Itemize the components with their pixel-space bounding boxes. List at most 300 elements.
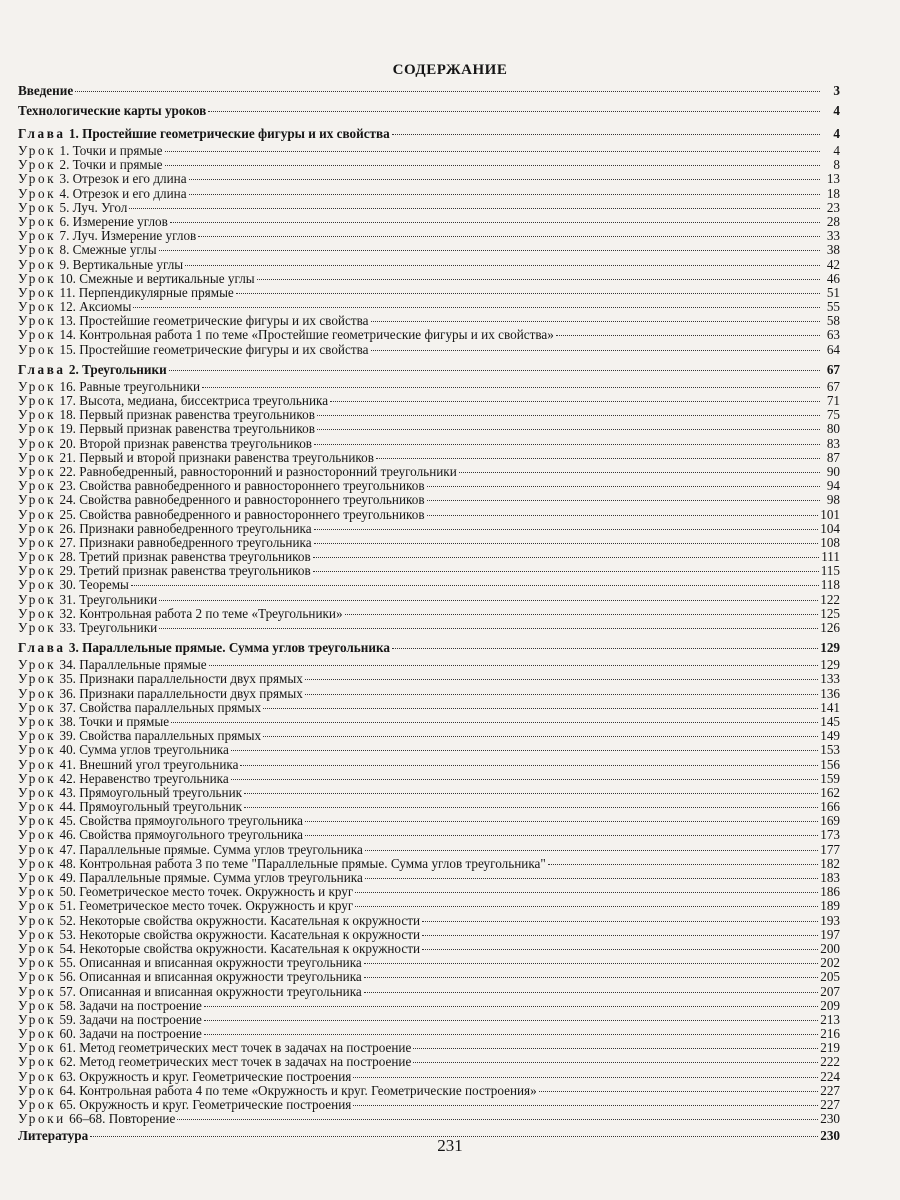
toc-entry-title bbox=[18, 970, 362, 984]
toc-entry-text: 28. Третий признак равенства треугольников bbox=[56, 550, 311, 565]
toc-page-number: 136 bbox=[820, 686, 840, 701]
toc-page-number: 224 bbox=[820, 1069, 840, 1084]
dot-leader bbox=[364, 963, 818, 964]
toc-page-number: 209 bbox=[820, 998, 840, 1013]
toc-entry-label: Урок bbox=[18, 771, 57, 786]
dot-leader bbox=[244, 793, 818, 794]
dot-leader bbox=[314, 529, 819, 530]
toc-entry-title bbox=[18, 743, 229, 757]
toc-entry-label: Урок bbox=[18, 521, 57, 536]
toc-entry-title bbox=[18, 914, 420, 928]
toc-page-number: 205 bbox=[820, 970, 840, 985]
toc-entry-text: 8. Смежные углы bbox=[56, 243, 157, 258]
toc-lesson-entry bbox=[18, 800, 840, 814]
toc-entry-label: Урок bbox=[18, 970, 57, 985]
toc-entry-label: Урок bbox=[18, 328, 57, 343]
toc-lesson-entry bbox=[18, 451, 840, 465]
toc-lesson-entry bbox=[18, 985, 840, 999]
toc-entry-label: Уроки bbox=[18, 1112, 66, 1127]
toc-entry-title bbox=[18, 687, 303, 701]
toc-page-number: 90 bbox=[826, 464, 840, 479]
dot-leader bbox=[209, 665, 819, 666]
toc-entry-title bbox=[18, 814, 303, 828]
dot-leader bbox=[345, 614, 819, 615]
toc-entry-label: Глава bbox=[18, 361, 66, 377]
dot-leader bbox=[413, 1048, 818, 1049]
toc-page-number: 4 bbox=[833, 144, 840, 158]
toc-lesson-entry bbox=[18, 970, 840, 984]
toc-page-number: 51 bbox=[826, 285, 840, 300]
toc-entry-label: Урок bbox=[18, 464, 57, 479]
toc-lesson-entry bbox=[18, 408, 840, 422]
toc-entry-title bbox=[18, 437, 312, 451]
toc-entry-text: 21. Первый и второй признаки равенства треугольников bbox=[56, 450, 374, 465]
toc-entry-text: Введение bbox=[18, 83, 74, 98]
toc-entry-label: Урок bbox=[18, 814, 57, 829]
dot-leader bbox=[263, 708, 818, 709]
toc-entry-text: Литература bbox=[18, 1128, 89, 1144]
toc-entry-text: 59. Задачи на построение bbox=[56, 1012, 202, 1027]
dot-leader bbox=[75, 91, 820, 92]
toc-lesson-entry bbox=[18, 607, 840, 621]
toc-entry-text: 39. Свойства параллельных прямых bbox=[56, 729, 262, 744]
toc-entry-title bbox=[18, 101, 206, 121]
dot-leader bbox=[353, 1077, 818, 1078]
toc-entry-title bbox=[18, 314, 369, 328]
toc-page-number: 64 bbox=[826, 342, 840, 357]
toc-entry-label: Урок bbox=[18, 885, 57, 900]
toc-page-number: 141 bbox=[820, 700, 840, 715]
toc-entry-text: 37. Свойства параллельных прямых bbox=[56, 700, 262, 715]
toc-lesson-entry bbox=[18, 380, 840, 394]
toc-lesson-entry bbox=[18, 814, 840, 828]
toc-entry-title bbox=[18, 956, 362, 970]
toc-entry-text: 60. Задачи на построение bbox=[56, 1027, 202, 1042]
toc-lesson-entry bbox=[18, 314, 840, 328]
toc-lesson-entry bbox=[18, 786, 840, 800]
toc-page-number: 4 bbox=[833, 126, 840, 141]
toc-entry-title bbox=[18, 272, 255, 286]
toc-entry-title bbox=[18, 871, 363, 885]
toc-entry-label: Урок bbox=[18, 800, 57, 815]
toc-entry-title bbox=[18, 187, 187, 201]
toc-entry-title bbox=[18, 701, 261, 715]
toc-entry-text: 44. Прямоугольный треугольник bbox=[56, 800, 243, 815]
dot-leader bbox=[204, 1034, 818, 1035]
toc-lesson-entry bbox=[18, 758, 840, 772]
toc-entry-label: Урок bbox=[18, 507, 57, 522]
toc-entry-label: Урок bbox=[18, 379, 57, 394]
toc-page-number: 182 bbox=[820, 856, 840, 871]
toc-entry-title bbox=[18, 1041, 411, 1055]
toc-page-number: 197 bbox=[820, 927, 840, 942]
toc-entry-text: 11. Перпендикулярные прямые bbox=[56, 285, 234, 300]
dot-leader bbox=[548, 864, 818, 865]
toc-lesson-entry bbox=[18, 437, 840, 451]
toc-entry-text: 23. Свойства равнобедренного и равностороннего треугольников bbox=[56, 479, 425, 494]
toc-page-number: 87 bbox=[826, 450, 840, 465]
toc-lesson-entry bbox=[18, 843, 840, 857]
toc-entry-text: 3. Параллельные прямые. Сумма углов треугольника bbox=[65, 640, 390, 656]
toc-entry-title bbox=[18, 493, 425, 507]
toc-entry-title bbox=[18, 465, 457, 479]
toc-entry-label: Урок bbox=[18, 479, 57, 494]
toc-entry-title bbox=[18, 843, 363, 857]
toc-page-number: 133 bbox=[820, 672, 840, 687]
toc-entry-text: 32. Контрольная работа 2 по теме «Треугольники» bbox=[56, 606, 343, 621]
toc-page-number: 162 bbox=[820, 785, 840, 800]
toc-entry-label: Урок bbox=[18, 871, 57, 885]
toc-entry-text: 22. Равнобедренный, равносторонний и разносторонний треугольники bbox=[56, 464, 457, 479]
toc-lesson-entry bbox=[18, 828, 840, 842]
toc-lesson-entry bbox=[18, 201, 840, 215]
toc-lesson-entry bbox=[18, 1112, 840, 1126]
dot-leader bbox=[133, 307, 820, 308]
toc-page-number: 145 bbox=[820, 714, 840, 729]
dot-leader bbox=[189, 179, 820, 180]
toc-page-number: 202 bbox=[820, 956, 840, 971]
toc-entry-label: Урок bbox=[18, 186, 57, 201]
toc-page-number: 111 bbox=[821, 550, 840, 565]
toc-entry-text: 2. Точки и прямые bbox=[56, 158, 163, 173]
dot-leader bbox=[305, 694, 818, 695]
toc-lesson-entry bbox=[18, 658, 840, 672]
toc-entry-title bbox=[18, 81, 73, 101]
toc-entry-text: 66–68. Повторение bbox=[65, 1112, 176, 1127]
toc-entry-title bbox=[18, 380, 200, 394]
toc-entry-title bbox=[18, 658, 207, 672]
toc-entry-text: 30. Теоремы bbox=[56, 578, 129, 593]
toc-entry-label: Урок bbox=[18, 578, 57, 593]
toc-lesson-entry bbox=[18, 328, 840, 342]
toc-entry-title bbox=[18, 1112, 175, 1126]
toc-entry-label: Урок bbox=[18, 757, 57, 772]
toc-entry-title bbox=[18, 786, 242, 800]
toc-entry-text: 47. Параллельные прямые. Сумма углов треугольника bbox=[56, 842, 363, 857]
toc-lesson-entry bbox=[18, 1027, 840, 1041]
toc-entry-label: Урок bbox=[18, 842, 57, 857]
toc-entry-label: Урок bbox=[18, 984, 57, 999]
toc-entry-label: Урок bbox=[18, 700, 57, 715]
toc-page-number: 153 bbox=[820, 743, 840, 758]
toc-page-number: 28 bbox=[826, 214, 840, 229]
toc-entry-title bbox=[18, 550, 311, 564]
toc-page-number: 115 bbox=[820, 564, 840, 579]
dot-leader bbox=[169, 370, 820, 371]
toc-entry-text: 5. Луч. Угол bbox=[56, 200, 128, 215]
toc-page-number: 159 bbox=[820, 771, 840, 786]
toc-page-number: 193 bbox=[820, 913, 840, 928]
toc-entry-text: 45. Свойства прямоугольного треугольника bbox=[56, 814, 304, 829]
dot-leader bbox=[422, 921, 818, 922]
dot-leader bbox=[177, 1119, 818, 1120]
toc-page-number: 189 bbox=[820, 899, 840, 914]
toc-page-number: 75 bbox=[826, 408, 840, 423]
toc-lesson-entry bbox=[18, 1055, 840, 1069]
toc-lesson-entry bbox=[18, 465, 840, 479]
toc-page-number: 23 bbox=[826, 200, 840, 215]
dot-leader bbox=[355, 906, 818, 907]
dot-leader bbox=[314, 444, 820, 445]
toc-entry-title bbox=[18, 607, 343, 621]
toc-entry-label: Урок bbox=[18, 686, 57, 701]
toc-page-number: 169 bbox=[820, 814, 840, 829]
toc-entry-label: Урок bbox=[18, 1098, 57, 1112]
toc-entry-label: Урок bbox=[18, 927, 57, 942]
toc-page-number: 227 bbox=[820, 1098, 840, 1112]
toc-entry-text: 12. Аксиомы bbox=[56, 300, 132, 315]
toc-page-number: 125 bbox=[820, 606, 840, 621]
toc-entry-text: 18. Первый признак равенства треугольников bbox=[56, 408, 315, 423]
toc-lesson-entry bbox=[18, 715, 840, 729]
toc-entry-label: Глава bbox=[18, 640, 66, 656]
toc-entry-text: 57. Описанная и вписанная окружности треугольника bbox=[56, 984, 362, 999]
toc-entry-label: Урок bbox=[18, 422, 57, 437]
toc-entry-title bbox=[18, 328, 554, 342]
toc-entry-title bbox=[18, 243, 157, 257]
toc-entry-text: 65. Окружность и круг. Геометрические построения bbox=[56, 1098, 352, 1112]
toc-entry-title bbox=[18, 286, 234, 300]
toc-lesson-entry bbox=[18, 942, 840, 956]
dot-leader bbox=[129, 208, 820, 209]
dot-leader bbox=[427, 515, 819, 516]
toc-page-number: 126 bbox=[820, 621, 840, 635]
toc-page-number: 63 bbox=[826, 328, 840, 343]
toc-entry-title bbox=[18, 258, 183, 272]
toc-page-number: 8 bbox=[833, 158, 840, 173]
toc-entry-text: 14. Контрольная работа 1 по теме «Простейшие геометрические фигуры и их свойства» bbox=[56, 328, 554, 343]
toc-lesson-entry bbox=[18, 394, 840, 408]
dot-leader bbox=[131, 585, 819, 586]
toc-page-number: 42 bbox=[826, 257, 840, 272]
toc-lesson-entry bbox=[18, 172, 840, 186]
toc-chapter-entry bbox=[18, 638, 840, 658]
dot-leader bbox=[413, 1062, 818, 1063]
toc-entry-title bbox=[18, 158, 163, 172]
toc-entry-text: 16. Равные треугольники bbox=[56, 379, 201, 394]
toc-entry-text: 24. Свойства равнобедренного и равностороннего треугольников bbox=[56, 493, 425, 508]
toc-entry-title bbox=[18, 928, 420, 942]
dot-leader bbox=[257, 279, 820, 280]
toc-page-number: 213 bbox=[820, 1012, 840, 1027]
toc-entry-label: Урок bbox=[18, 564, 57, 579]
toc-page-number: 173 bbox=[820, 828, 840, 843]
toc-entry-title bbox=[18, 229, 196, 243]
toc-entry-text: 64. Контрольная работа 4 по теме «Окружность и круг. Геометрические построения» bbox=[56, 1083, 537, 1098]
dot-leader bbox=[159, 600, 818, 601]
toc-entry-title bbox=[18, 343, 369, 357]
toc-entry-label: Урок bbox=[18, 271, 57, 286]
toc-entry-text: 36. Признаки параллельности двух прямых bbox=[56, 686, 303, 701]
toc-page-number: 104 bbox=[820, 521, 840, 536]
toc-entry-text: 61. Метод геометрических мест точек в задачах на построение bbox=[56, 1041, 412, 1056]
toc-entry-title bbox=[18, 201, 127, 215]
toc-page-number: 227 bbox=[820, 1083, 840, 1098]
toc-section-entry bbox=[18, 81, 840, 101]
toc-lesson-entry bbox=[18, 144, 840, 158]
toc-entry-label: Глава bbox=[18, 126, 66, 141]
dot-leader bbox=[539, 1091, 818, 1092]
toc-entry-text: 38. Точки и прямые bbox=[56, 714, 170, 729]
dot-leader bbox=[364, 977, 818, 978]
dot-leader bbox=[159, 628, 818, 629]
toc-entry-title bbox=[18, 408, 315, 422]
dot-leader bbox=[305, 821, 818, 822]
toc-page-number: 200 bbox=[820, 941, 840, 956]
toc-lesson-entry bbox=[18, 243, 840, 257]
toc-entry-text: 1. Простейшие геометрические фигуры и их свойства bbox=[65, 126, 390, 141]
toc-entry-text: 4. Отрезок и его длина bbox=[56, 186, 187, 201]
toc-entry-text: 53. Некоторые свойства окружности. Касательная к окружности bbox=[56, 927, 421, 942]
toc-entry-label: Урок bbox=[18, 1041, 57, 1056]
toc-entry-text: 48. Контрольная работа 3 по теме "Параллельные прямые. Сумма углов треугольника" bbox=[56, 856, 546, 871]
toc-lesson-entry bbox=[18, 1013, 840, 1027]
dot-leader bbox=[317, 415, 820, 416]
toc-page-number: 118 bbox=[820, 578, 840, 593]
toc-entry-label: Урок bbox=[18, 300, 57, 315]
toc-lesson-entry bbox=[18, 215, 840, 229]
dot-leader bbox=[427, 500, 820, 501]
toc-entry-text: 52. Некоторые свойства окружности. Касательная к окружности bbox=[56, 913, 421, 928]
toc-lesson-entry bbox=[18, 493, 840, 507]
toc-entry-title bbox=[18, 1098, 351, 1112]
toc-entry-text: 58. Задачи на построение bbox=[56, 998, 202, 1013]
toc-lesson-entry bbox=[18, 550, 840, 564]
dot-leader bbox=[170, 222, 820, 223]
toc-entry-label: Урок bbox=[18, 408, 57, 423]
toc-lesson-entry bbox=[18, 286, 840, 300]
toc-entry-label: Урок bbox=[18, 941, 57, 956]
toc-lesson-entry bbox=[18, 479, 840, 493]
toc-entry-label: Урок bbox=[18, 436, 57, 451]
toc-entry-title bbox=[18, 360, 167, 380]
toc-entry-title bbox=[18, 300, 131, 314]
toc-entry-text: 19. Первый признак равенства треугольников bbox=[56, 422, 315, 437]
toc-lesson-entry bbox=[18, 258, 840, 272]
toc-entry-label: Урок bbox=[18, 1012, 57, 1027]
toc-entry-text: 33. Треугольники bbox=[56, 621, 158, 635]
toc-page-number: 58 bbox=[826, 314, 840, 329]
toc-entry-label: Урок bbox=[18, 743, 57, 758]
toc-entry-label: Урок bbox=[18, 285, 57, 300]
toc-entry-text: 55. Описанная и вписанная окружности треугольника bbox=[56, 956, 362, 971]
dot-leader bbox=[317, 429, 820, 430]
toc-entry-title bbox=[18, 772, 229, 786]
dot-leader bbox=[392, 648, 818, 649]
toc-entry-text: 9. Вертикальные углы bbox=[56, 257, 184, 272]
dot-leader bbox=[189, 194, 820, 195]
toc-entry-label: Урок bbox=[18, 729, 57, 744]
dot-leader bbox=[240, 765, 818, 766]
toc-entry-text: 27. Признаки равнобедренного треугольника bbox=[56, 535, 312, 550]
toc-entry-title bbox=[18, 1084, 537, 1098]
toc-page-number: 219 bbox=[820, 1041, 840, 1056]
toc-page-number: 207 bbox=[820, 984, 840, 999]
dot-leader bbox=[313, 557, 820, 558]
dot-leader bbox=[231, 750, 818, 751]
dot-leader bbox=[392, 134, 820, 135]
dot-leader bbox=[305, 835, 818, 836]
toc-entry-title bbox=[18, 672, 303, 686]
toc-entry-label: Урок bbox=[18, 144, 57, 158]
toc-lesson-entry bbox=[18, 621, 840, 635]
dot-leader bbox=[208, 111, 820, 112]
toc-page-number: 108 bbox=[820, 535, 840, 550]
dot-leader bbox=[236, 293, 820, 294]
dot-leader bbox=[313, 571, 819, 572]
toc-entry-label: Урок bbox=[18, 1055, 57, 1070]
toc-page-number: 67 bbox=[826, 361, 840, 377]
toc-lesson-entry bbox=[18, 1041, 840, 1055]
toc-entry-text: 41. Внешний угол треугольника bbox=[56, 757, 239, 772]
dot-leader bbox=[371, 350, 821, 351]
toc-entry-title bbox=[18, 593, 157, 607]
toc-entry-title bbox=[18, 479, 425, 493]
toc-lesson-entry bbox=[18, 593, 840, 607]
toc-entry-text: 62. Метод геометрических мест точек в задачах на построение bbox=[56, 1055, 412, 1070]
toc-entry-label: Урок bbox=[18, 658, 57, 673]
toc-page-number: 67 bbox=[826, 379, 840, 394]
toc-lesson-entry bbox=[18, 999, 840, 1013]
toc-entry-label: Урок bbox=[18, 899, 57, 914]
toc-lesson-entry bbox=[18, 564, 840, 578]
dot-leader bbox=[365, 850, 818, 851]
toc-entry-text: 25. Свойства равнобедренного и равностороннего треугольников bbox=[56, 507, 425, 522]
toc-entry-text: 35. Признаки параллельности двух прямых bbox=[56, 672, 303, 687]
toc-page-number: 98 bbox=[826, 493, 840, 508]
toc-entry-title bbox=[18, 536, 312, 550]
toc-entry-label: Урок bbox=[18, 257, 57, 272]
toc-entry-label: Урок bbox=[18, 714, 57, 729]
toc-entry-text: 26. Признаки равнобедренного треугольника bbox=[56, 521, 312, 536]
dot-leader bbox=[422, 949, 818, 950]
dot-leader bbox=[204, 1006, 818, 1007]
toc-entry-title bbox=[18, 729, 261, 743]
toc-lesson-entry bbox=[18, 1084, 840, 1098]
toc-entry-title bbox=[18, 578, 129, 592]
toc-entry-text: 7. Луч. Измерение углов bbox=[56, 229, 197, 244]
toc-entry-title bbox=[18, 828, 303, 842]
toc-entry-title bbox=[18, 715, 169, 729]
toc-entry-text: 34. Параллельные прямые bbox=[56, 658, 207, 673]
toc-page-number: 71 bbox=[826, 394, 840, 408]
toc-page-number: 55 bbox=[826, 300, 840, 315]
toc-entry-title bbox=[18, 215, 168, 229]
toc-entry-title bbox=[18, 942, 420, 956]
dot-leader bbox=[165, 165, 821, 166]
toc-entry-label: Урок bbox=[18, 493, 57, 508]
toc-entry-label: Урок bbox=[18, 606, 57, 621]
toc-entry-text: 15. Простейшие геометрические фигуры и их свойства bbox=[56, 342, 369, 357]
toc-entry-label: Урок bbox=[18, 314, 57, 329]
toc-entry-text: 2. Треугольники bbox=[65, 361, 167, 377]
toc-page-number: 101 bbox=[820, 507, 840, 522]
toc-entry-text: Технологические карты уроков bbox=[18, 103, 207, 118]
toc-entry-title bbox=[18, 422, 315, 436]
dot-leader bbox=[244, 807, 818, 808]
toc-entry-label: Урок bbox=[18, 172, 57, 187]
toc-entry-title bbox=[18, 758, 238, 772]
toc-entry-label: Урок bbox=[18, 998, 57, 1013]
toc-lesson-entry bbox=[18, 1070, 840, 1084]
toc-entry-text: 43. Прямоугольный треугольник bbox=[56, 785, 243, 800]
toc-lesson-entry bbox=[18, 422, 840, 436]
toc-entry-label: Урок bbox=[18, 1027, 57, 1042]
toc-entry-text: 51. Геометрическое место точек. Окружность и круг bbox=[56, 899, 354, 914]
toc-lesson-entry bbox=[18, 956, 840, 970]
toc-entry-label: Урок bbox=[18, 535, 57, 550]
toc-lesson-entry bbox=[18, 899, 840, 913]
